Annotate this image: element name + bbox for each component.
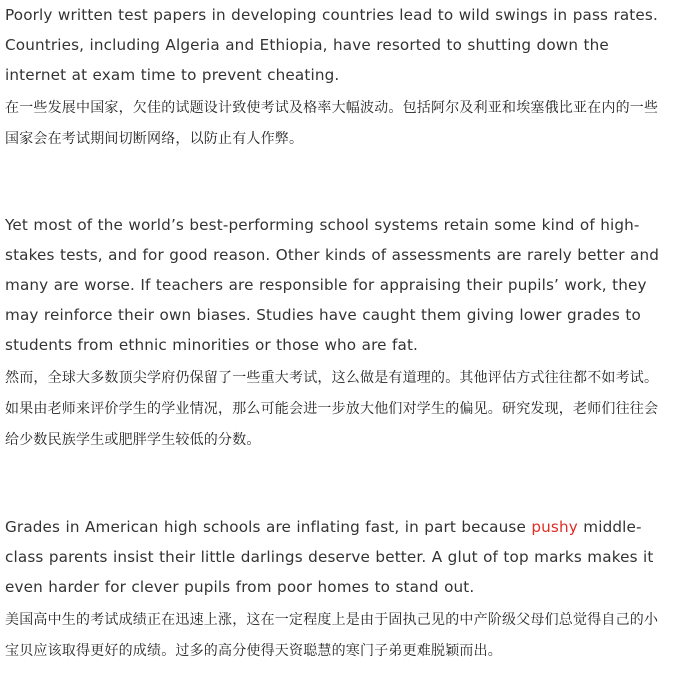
- paragraph-pair-1: [5, 0, 671, 155]
- chinese-translation: 美国高中生的考试成绩正在迅速上涨，这在一定程度上是由于固执己见的中产阶级父母们总觉得自己的小宝贝应该取得更好的成绩。过多的高分使得天资聪慧的寒门子弟更难脱颖而出。: [5, 612, 659, 659]
- paragraph-pair-2: [5, 210, 671, 456]
- english-paragraph: Yet most of the world’s best-performing school systems retain some kind of high-stakes tests, and for good reason. Other kinds of assessments are rarely better and many are worse. If teachers are responsible for appraising their pupils’ work, they may reinforce their own biases. Studies have caught them giving lower grades to students from ethnic minorities or those who are fat.: [5, 216, 660, 354]
- paragraph-pair-3: [5, 512, 671, 667]
- english-text-after: middle-class parents insist their little darlings deserve better. A glut of top marks makes it even harder for clever pupils from poor homes to stand out.: [5, 518, 654, 596]
- chinese-translation: 在一些发展中国家，欠佳的试题设计致使考试及格率大幅波动。包括阿尔及利亚和埃塞俄比亚在内的一些国家会在考试期间切断网络，以防止有人作弊。: [5, 100, 659, 147]
- english-text-before: Grades in American high schools are inflating fast, in part because: [5, 518, 532, 536]
- english-paragraph: Poorly written test papers in developing countries lead to wild swings in pass rates. Countries, including Algeria and Ethiopia, have resorted to shutting down the internet at exam time to prevent cheating.: [5, 6, 658, 84]
- highlighted-vocabulary-word: pushy: [531, 518, 578, 536]
- chinese-translation: 然而，全球大多数顶尖学府仍保留了一些重大考试，这么做是有道理的。其他评估方式往往都不如考试。如果由老师来评价学生的学业情况，那么可能会进一步放大他们对学生的偏见。研究发现，老师们往往会给少数民族学生或肥胖学生较低的分数。: [5, 370, 659, 448]
- english-paragraph: [5, 512, 671, 602]
